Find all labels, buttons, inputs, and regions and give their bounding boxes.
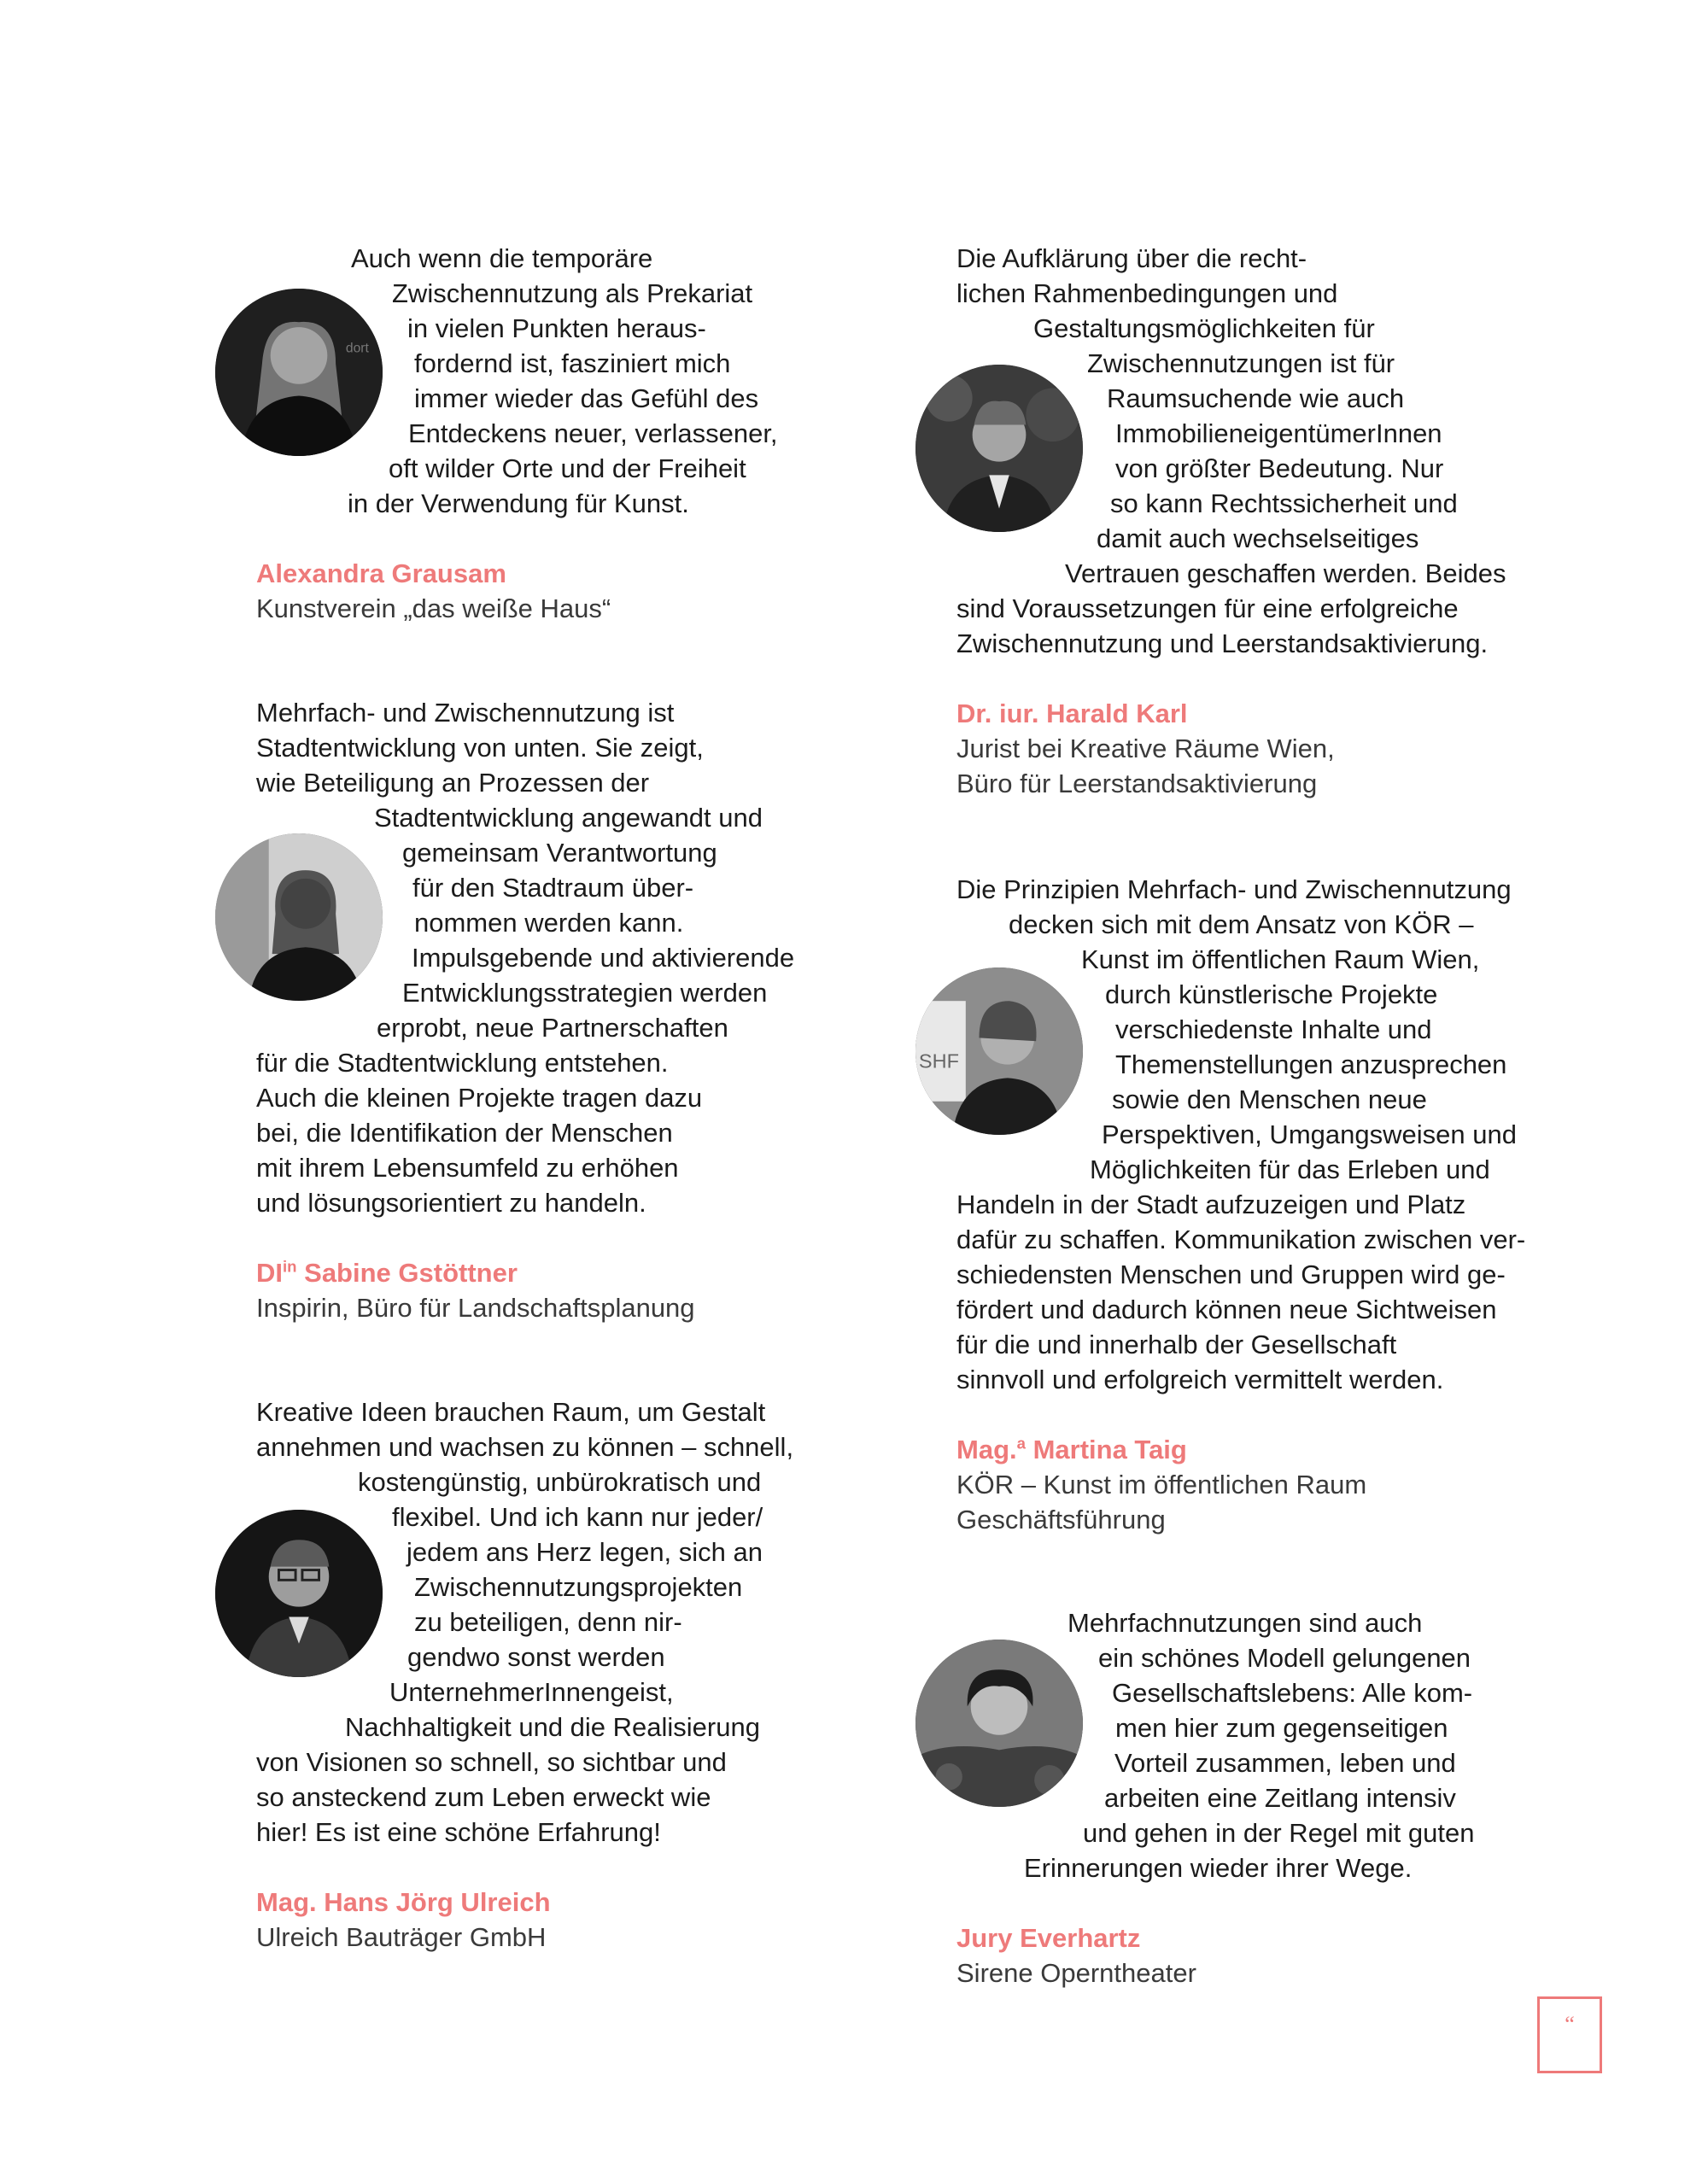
quote-line: für die Stadtentwicklung entstehen.: [256, 1048, 669, 1078]
quote-line: Möglichkeiten für das Erleben und: [1090, 1154, 1490, 1184]
quote-line: arbeiten eine Zeitlang intensiv: [1104, 1783, 1456, 1813]
quote-line: Die Prinzipien Mehrfach- und Zwischennutzung: [956, 874, 1512, 904]
portrait-photo: [215, 833, 383, 1001]
quote-line: Zwischennutzungen ist für: [1087, 348, 1395, 378]
quote-line: in vielen Punkten heraus-: [407, 313, 706, 343]
quote-line: Entwicklungsstrategien werden: [402, 978, 768, 1008]
quote-line: nommen werden kann.: [414, 908, 684, 938]
author-name: [956, 1432, 1187, 1467]
quote-line: Stadtentwicklung angewandt und: [374, 803, 763, 833]
quote-line: von größter Bedeutung. Nur: [1115, 453, 1444, 483]
quote-line: Mehrfach- und Zwischennutzung ist: [256, 698, 675, 728]
quote-line: so kann Rechtssicherheit und: [1110, 488, 1458, 518]
author-name: Mag. Hans Jörg Ulreich: [256, 1887, 551, 1917]
name-superscript: in: [283, 1257, 297, 1276]
author-affiliation: Inspirin, Büro für Landschaftsplanung: [256, 1293, 695, 1323]
quote-line: dafür zu schaffen. Kommunikation zwischen ver-: [956, 1225, 1526, 1254]
name-superscript: a: [1016, 1434, 1026, 1453]
author-affiliation: Büro für Leerstandsaktivierung: [956, 769, 1318, 798]
quote-line: lichen Rahmenbedingungen und: [956, 278, 1338, 308]
quote-line: Zwischennutzungsprojekten: [414, 1572, 743, 1602]
quote-line: Zwischennutzung und Leerstandsaktivierung.: [956, 628, 1489, 658]
quote-line: Mehrfachnutzungen sind auch: [1068, 1608, 1423, 1638]
quote-line: Raumsuchende wie auch: [1107, 383, 1405, 413]
quote-line: Perspektiven, Umgangsweisen und: [1102, 1119, 1517, 1149]
quote-line: schiedensten Menschen und Gruppen wird ge-: [956, 1260, 1506, 1289]
quote-line: mit ihrem Lebensumfeld zu erhöhen: [256, 1153, 679, 1183]
author-affiliation: Geschäftsführung: [956, 1505, 1166, 1534]
quote-line: immer wieder das Gefühl des: [414, 383, 759, 413]
quote-line: wie Beteiligung an Prozessen der: [256, 768, 650, 798]
name-main: Sabine Gstöttner: [296, 1258, 518, 1288]
quote-line: Erinnerungen wieder ihrer Wege.: [1024, 1853, 1413, 1883]
quote-line: Kreative Ideen brauchen Raum, um Gestalt: [256, 1397, 766, 1427]
author-affiliation: Sirene Operntheater: [956, 1958, 1196, 1988]
quote-line: Entdeckens neuer, verlassener,: [408, 418, 778, 448]
quote-line: Stadtentwicklung von unten. Sie zeigt,: [256, 733, 704, 763]
quote-line: sind Voraussetzungen für eine erfolgreiche: [956, 593, 1459, 623]
quote-line: Handeln in der Stadt aufzuzeigen und Platz: [956, 1190, 1466, 1219]
quote-line: Kunst im öffentlichen Raum Wien,: [1081, 944, 1480, 974]
quote-line: annehmen und wachsen zu können – schnell,: [256, 1432, 794, 1462]
quote-line: Gestaltungsmöglichkeiten für: [1033, 313, 1375, 343]
portrait-photo: [215, 1510, 383, 1677]
quote-line: Die Aufklärung über die recht-: [956, 243, 1307, 273]
quote-line: Vorteil zusammen, leben und: [1114, 1748, 1456, 1778]
portrait-photo: [215, 289, 383, 456]
author-name: Dr. iur. Harald Karl: [956, 699, 1188, 728]
quote-line: jedem ans Herz legen, sich an: [407, 1537, 763, 1567]
quote-line: UnternehmerInnengeist,: [389, 1677, 674, 1707]
quote-line: fördert und dadurch können neue Sichtweisen: [956, 1295, 1497, 1324]
portrait-photo: [915, 1640, 1083, 1807]
quote-line: Impulsgebende und aktivierende: [412, 943, 795, 973]
quote-line: oft wilder Orte und der Freiheit: [389, 453, 746, 483]
quote-line: und lösungsorientiert zu handeln.: [256, 1188, 646, 1218]
quote-line: decken sich mit dem Ansatz von KÖR –: [1009, 909, 1474, 939]
author-affiliation: Kunstverein „das weiße Haus“: [256, 593, 611, 623]
author-name: Jury Everhartz: [956, 1923, 1141, 1953]
quote-line: sinnvoll und erfolgreich vermittelt werden.: [956, 1365, 1444, 1394]
quote-line: durch künstlerische Projekte: [1105, 979, 1438, 1009]
quote-line: Zwischennutzung als Prekariat: [392, 278, 753, 308]
quote-line: kostengünstig, unbürokratisch und: [358, 1467, 762, 1497]
quote-line: gemeinsam Verantwortung: [402, 838, 717, 868]
quote-line: von Visionen so schnell, so sichtbar und: [256, 1747, 727, 1777]
author-affiliation: KÖR – Kunst im öffentlichen Raum: [956, 1470, 1367, 1499]
svg-text:SHF: SHF: [918, 1049, 959, 1073]
quote-line: Nachhaltigkeit und die Realisierung: [345, 1712, 760, 1742]
name-prefix: Mag.: [956, 1435, 1017, 1464]
name-main: Martina Taig: [1025, 1435, 1187, 1464]
quote-line: so ansteckend zum Leben erweckt wie: [256, 1782, 711, 1812]
quote-line: men hier zum gegenseitigen: [1115, 1713, 1448, 1743]
quote-line: Auch wenn die temporäre: [351, 243, 653, 273]
quote-line: in der Verwendung für Kunst.: [348, 488, 689, 518]
quote-line: damit auch wechselseitiges: [1097, 523, 1419, 553]
quote-line: Themenstellungen anzusprechen: [1115, 1049, 1507, 1079]
quote-line: verschiedenste Inhalte und: [1115, 1014, 1432, 1044]
quote-line: Gesellschaftslebens: Alle kom-: [1112, 1678, 1473, 1708]
quote-mark-ornament: “: [1537, 1996, 1602, 2073]
portrait-photo: [915, 365, 1083, 532]
author-affiliation: Jurist bei Kreative Räume Wien,: [956, 734, 1335, 763]
quote-line: Vertrauen geschaffen werden. Beides: [1065, 558, 1506, 588]
quote-line: für die und innerhalb der Gesellschaft: [956, 1330, 1397, 1359]
quote-line: bei, die Identifikation der Menschen: [256, 1118, 673, 1148]
svg-text:dort: dort: [345, 341, 369, 356]
quote-line: Auch die kleinen Projekte tragen dazu: [256, 1083, 703, 1113]
quote-line: ein schönes Modell gelungenen: [1098, 1643, 1471, 1673]
quote-line: für den Stadtraum über-: [412, 873, 694, 903]
author-name: [256, 1255, 518, 1290]
quote-line: gendwo sonst werden: [407, 1642, 665, 1672]
quote-line: hier! Es ist eine schöne Erfahrung!: [256, 1817, 661, 1847]
quote-line: und gehen in der Regel mit guten: [1083, 1818, 1475, 1848]
quote-line: sowie den Menschen neue: [1112, 1084, 1427, 1114]
quote-line: fordernd ist, fasziniert mich: [414, 348, 731, 378]
quote-line: flexibel. Und ich kann nur jeder/: [392, 1502, 763, 1532]
portrait-photo: [915, 967, 1083, 1135]
name-prefix: DI: [256, 1258, 283, 1288]
quote-line: erprobt, neue Partnerschaften: [377, 1013, 728, 1043]
quote-line: ImmobilieneigentümerInnen: [1115, 418, 1442, 448]
author-name: Alexandra Grausam: [256, 558, 506, 588]
author-affiliation: Ulreich Bauträger GmbH: [256, 1922, 547, 1952]
quote-line: zu beteiligen, denn nir-: [414, 1607, 682, 1637]
